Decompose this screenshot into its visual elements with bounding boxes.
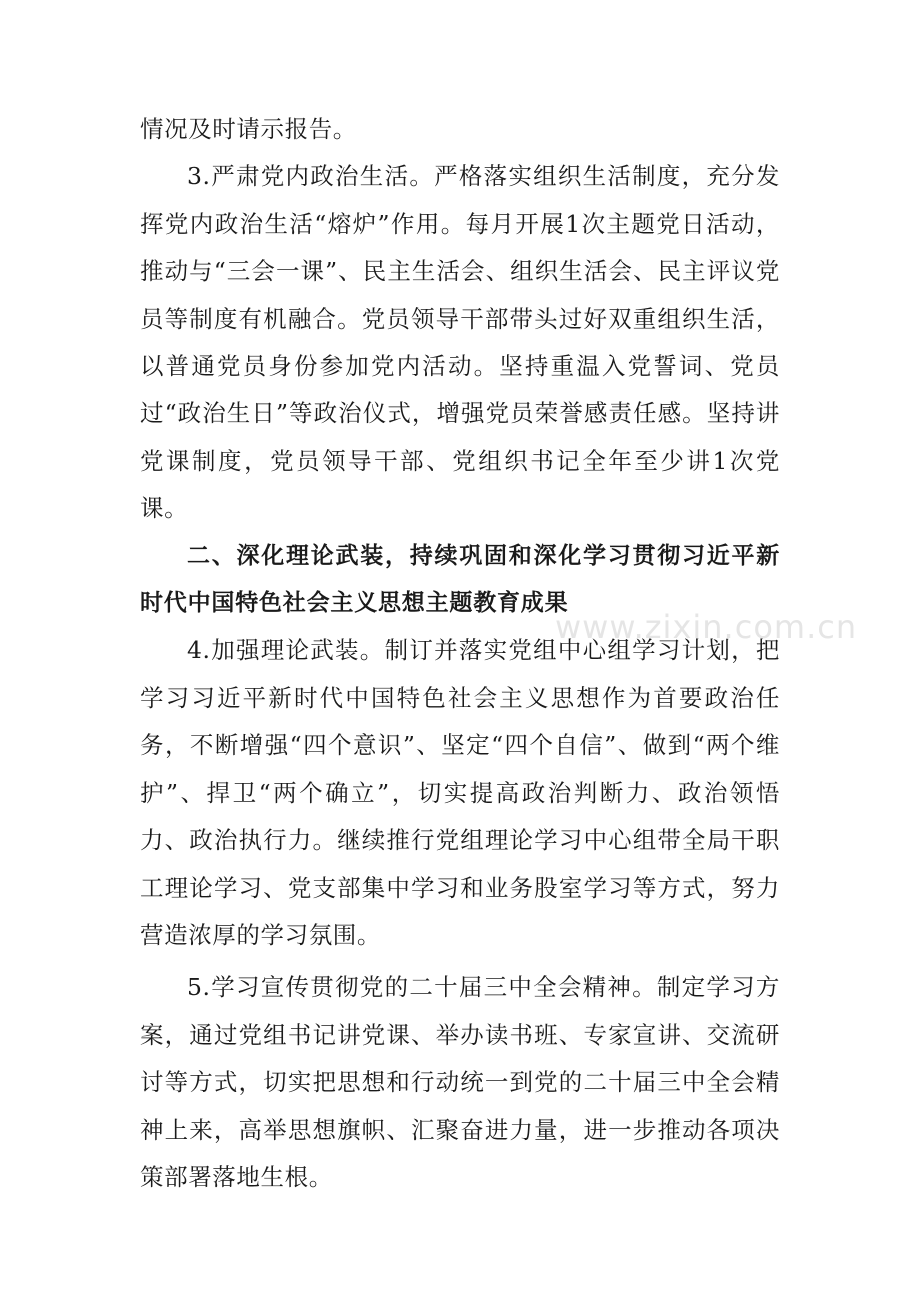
- paragraph-item-4: 4.加强理论武装。制订并落实党组中心组学习计划，把学习习近平新时代中国特色社会主义思想作为首要政治任务，不断增强“四个意识”、坚定“四个自信”、做到“两个维护”、捍卫“两个确立”，切实提高政治判断力、政治领悟力、政治执行力。继续推行党组理论学习中心组带全局干职工理论学习、党支部集中学习和业务股室学习等方式，努力营造浓厚的学习氛围。: [140, 636, 780, 949]
- paragraph-item-5: 5.学习宣传贯彻党的二十届三中全会精神。制定学习方案，通过党组书记讲党课、举办读书班、专家宣讲、交流研讨等方式，切实把思想和行动统一到党的二十届三中全会精神上来，高举思想旗帜、汇聚奋进力量，进一步推动各项决策部署落地生根。: [140, 973, 780, 1191]
- paragraph-continuation: 情况及时请示报告。: [140, 115, 357, 143]
- watermark-text: www.zixin.com.cn: [555, 608, 858, 646]
- document-page: [140, 106, 780, 1201]
- section-heading-2: 二、深化理论武装，持续巩固和深化学习贯彻习近平新时代中国特色社会主义思想主题教育成果: [140, 542, 780, 617]
- paragraph-item-3: 3.严肃党内政治生活。严格落实组织生活制度，充分发挥党内政治生活“熔炉”作用。每月开展1次主题党日活动，推动与“三会一课”、民主生活会、组织生活会、民主评议党员等制度有机融合。党员领导干部带头过好双重组织生活，以普通党员身份参加党内活动。坚持重温入党誓词、党员过“政治生日”等政治仪式，增强党员荣誉感责任感。坚持讲党课制度，党员领导干部、党组织书记全年至少讲1次党课。: [140, 162, 780, 523]
